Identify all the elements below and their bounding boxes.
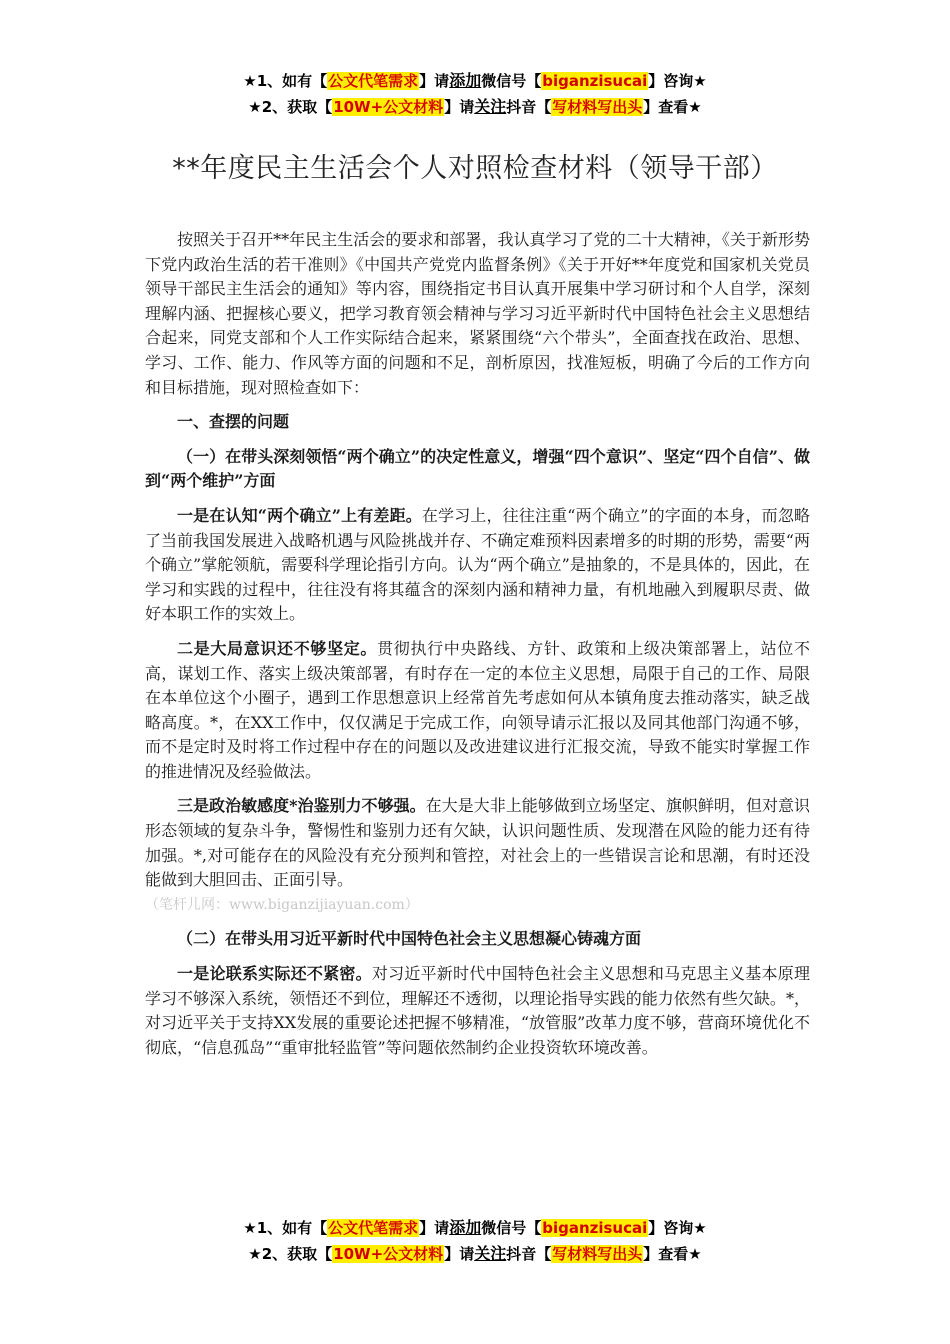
banner-line-2 [0, 94, 950, 120]
banner-highlight: 写材料写出头 [552, 1245, 643, 1263]
paragraph-text: 在大是大非上能够做到立场坚定、旗帜鲜明，但对意识形态领域的复杂斗争，警惕性和鉴别力还有欠缺，认识问题性质、发现潜在风险的能力还有待加强。*,对可能存在的风险没有充分预判和管控，对社会上的一些错误言论和思潮，有时还没能做到大胆回击、正面引导。 [145, 796, 810, 890]
header-banner [0, 68, 950, 120]
watermark-text: （笔杆儿网：www.biganzijiayuan.com） [145, 896, 419, 913]
banner-text: 】咨询★ [648, 72, 707, 90]
banner-highlight: biganzisucai [542, 72, 648, 90]
banner-highlight: 10W+公文材料 [333, 98, 444, 116]
paragraph-text: 在学习上，往往注重“两个确立”的字面的本身，而忽略了当前我国发展进入战略机遇与风险挑战并存、不确定难预料因素增多的时期的形势，需要“两个确立”掌舵领航，需要科学理论指引方向。认为“两个确立”是抽象的，不是具体的，因此，在学习和实践的过程中，往往没有将其蕴含的深刻内涵和精神力量，有机地融入到履职尽责、做好本职工作的实效上。 [145, 505, 810, 624]
body-paragraph [145, 962, 810, 1060]
paragraph-lead: 三是政治敏感度*治鉴别力不够强。 [177, 796, 426, 816]
banner-text: 微信号【 [481, 1219, 542, 1237]
subsection-heading: （一）在带头深刻领悟“两个确立”的决定性意义，增强“四个意识”、坚定“四个自信”、做到“两个维护”方面 [145, 446, 810, 491]
document-title: **年度民主生活会个人对照检查材料（领导干部） [172, 153, 778, 184]
paragraph-lead: 一是在认知“两个确立”上有差距。 [177, 505, 422, 525]
banner-text: 】查看★ [643, 98, 702, 116]
banner-text: 抖音【 [506, 98, 552, 116]
body-paragraph [145, 794, 810, 892]
banner-text: ★2、获取【 [248, 98, 333, 116]
banner-emphasis: 关注 [474, 97, 507, 116]
banner-line-2 [0, 1241, 950, 1267]
banner-highlight: 公文代笔需求 [328, 1219, 419, 1237]
paragraph-text: 对习近平新时代中国特色社会主义思想和马克思主义基本原理学习不够深入系统，领悟还不到位，理解还不透彻，以理论指导实践的能力依然有些欠缺。*，对习近平关于支持XX发展的重要论述把握不够精准，“放管服”改革力度不够，营商环境优化不彻底，“信息孤岛”“重审批轻监管”等问题依然制约企业投资软环境改善。 [145, 964, 810, 1057]
banner-emphasis: 添加 [449, 71, 482, 90]
banner-highlight: biganzisucai [542, 1219, 648, 1237]
banner-text: 】查看★ [643, 1245, 702, 1263]
banner-text: 】请 [444, 1245, 475, 1263]
body-paragraph [145, 637, 810, 785]
banner-text: 微信号【 [481, 72, 542, 90]
banner-text: 】咨询★ [648, 1219, 707, 1237]
banner-highlight: 10W+公文材料 [333, 1245, 444, 1263]
paragraph-lead: 一是论联系实际还不紧密。 [177, 964, 372, 984]
banner-line-1 [0, 68, 950, 94]
banner-text: 】请 [444, 98, 475, 116]
banner-emphasis: 添加 [449, 1218, 482, 1237]
banner-emphasis: 关注 [474, 1244, 507, 1263]
intro-paragraph: 按照关于召开**年民主生活会的要求和部署，我认真学习了党的二十大精神，《关于新形势下党内政治生活的若干准则》《中国共产党党内监督条例》《关于开好**年度党和国家机关党员领导干部民主生活会的通知》等内容，围绕指定书目认真开展集中学习研讨和个人自学，深刻理解内涵、把握核心要义，把学习教育领会精神与学习习近平新时代中国特色社会主义思想结合起来，同党支部和个人工作实际结合起来，紧紧围绕“六个带头”，全面查找在政治、思想、学习、工作、能力、作风等方面的问题和不足，剖析原因，找准短板，明确了今后的工作方向和目标措施，现对照检查如下： [145, 230, 810, 397]
paragraph-lead: 二是大局意识还不够坚定。 [177, 638, 378, 658]
banner-highlight: 公文代笔需求 [328, 72, 419, 90]
document-body [145, 228, 810, 1070]
paragraph-text: 贯彻执行中央路线、方针、政策和上级决策部署上，站位不高，谋划工作、落实上级决策部署，有时存在一定的本位主义思想，局限于自己的工作、局限在本单位这个小圈子，遇到工作思想意识上经常首先考虑如何从本镇角度去推动落实，缺乏战略高度。*，在XX工作中，仅仅满足于完成工作，向领导请示汇报以及同其他部门沟通不够，而不是定时及时将工作过程中存在的问题以及改进建议进行汇报交流，导致不能实时掌握工作的推进情况及经验做法。 [145, 638, 810, 781]
section-heading: 一、查摆的问题 [177, 412, 290, 432]
banner-text: 】请 [419, 1219, 450, 1237]
banner-text: ★1、如有【 [243, 72, 328, 90]
banner-text: 抖音【 [506, 1245, 552, 1263]
footer-banner [0, 1215, 950, 1267]
banner-highlight: 写材料写出头 [552, 98, 643, 116]
body-paragraph [145, 504, 810, 627]
banner-line-1 [0, 1215, 950, 1241]
banner-text: ★1、如有【 [243, 1219, 328, 1237]
banner-text: 】请 [419, 72, 450, 90]
banner-text: ★2、获取【 [248, 1245, 333, 1263]
subsection-heading: （二）在带头用习近平新时代中国特色社会主义思想凝心铸魂方面 [177, 929, 642, 949]
